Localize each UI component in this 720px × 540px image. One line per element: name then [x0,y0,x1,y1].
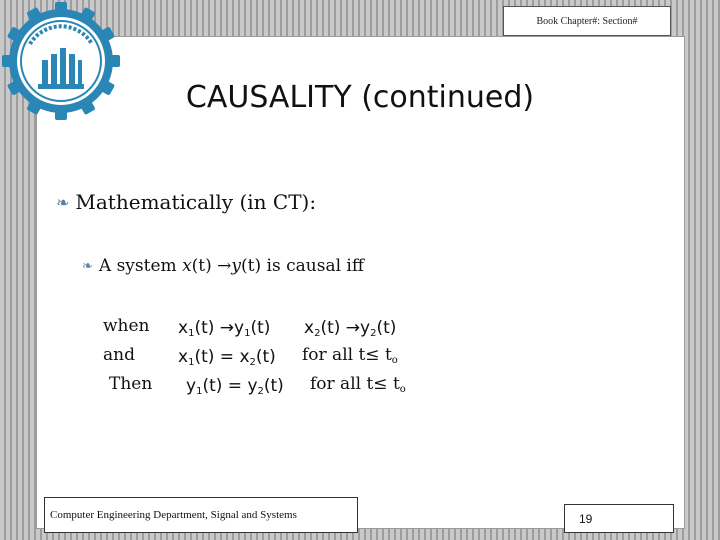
bullet2-x: x [182,256,192,276]
bullet2-t2: (t) [241,256,262,276]
page-number-box [564,504,674,533]
bullet-level2 [82,256,364,276]
header-text: Book Chapter#: Section# [536,15,638,27]
bullet2-y: y [231,256,242,276]
condition-row-when [103,316,150,336]
condition-label: and [103,345,135,365]
bullet-level1-text: Mathematically (in CT): [75,190,317,214]
bullet2-suffix: is causal iff [266,256,364,276]
condition-when-rhs: $x_2(t) \to y_2(t)$ [304,318,397,339]
condition-when-lhs: $x_1(t) \to y_1(t)$ [178,318,271,339]
swoosh-bullet-icon: ❧ [56,192,70,212]
footer-box [44,497,358,533]
condition-row-and [103,345,135,365]
condition-and-lhs: $x_1(t) = x_2(t)$ [178,347,276,368]
swoosh-bullet-icon: ❧ [82,258,93,274]
condition-label: when [103,316,150,336]
condition-then-lhs: $y_1(t) = y_2(t)$ [186,376,284,397]
slide-title: CAUSALITY (continued) [185,80,535,115]
footer-text: Computer Engineering Department, Signal and Systems [50,509,297,521]
condition-row-then [109,374,152,394]
header-box [503,6,671,36]
condition-then-rhs: for all $t\le t_o$ [310,374,406,395]
bullet2-prefix: A system [98,256,177,276]
bullet2-arrow: → [217,256,232,276]
bullet-level1 [56,190,316,214]
condition-label: Then [109,374,153,394]
condition-and-rhs: for all $t\le t_o$ [302,345,398,366]
bullet2-t1: (t) [191,256,212,276]
page-number: 19 [579,511,593,526]
